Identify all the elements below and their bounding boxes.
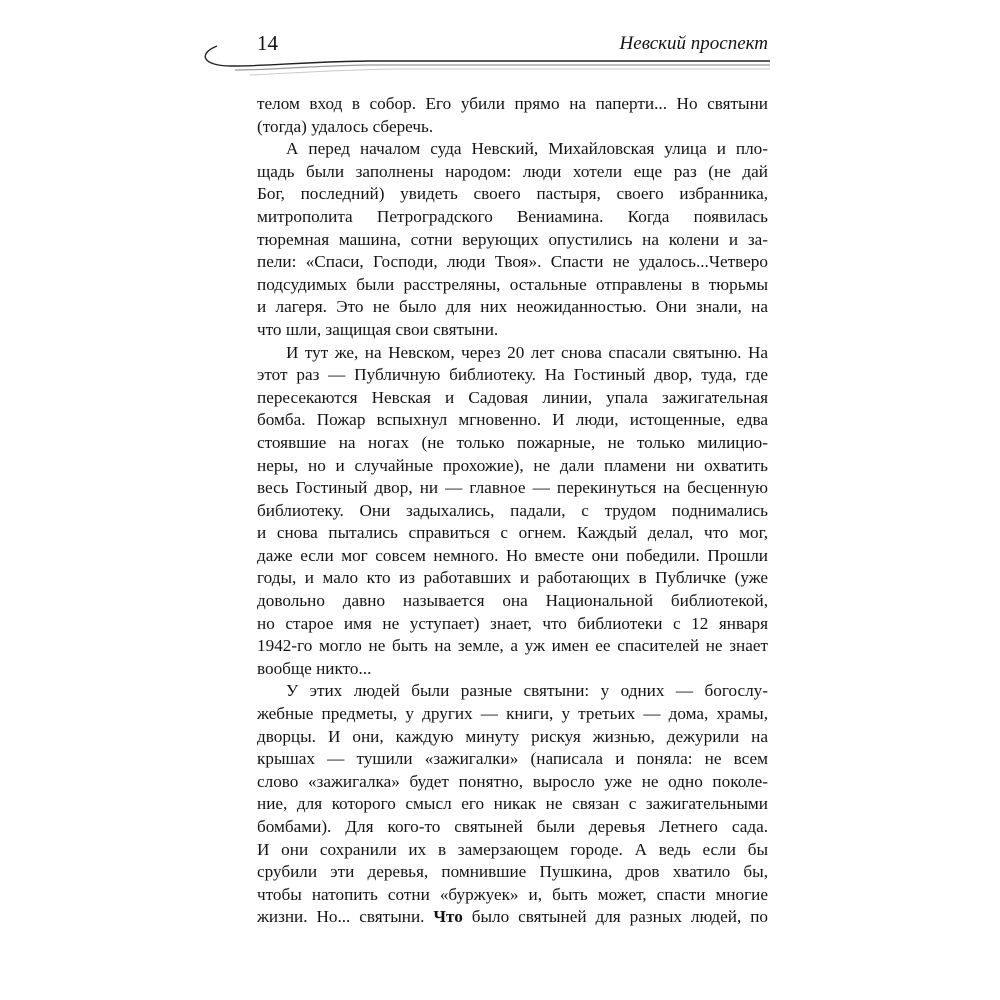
text-line: чтобы натопить сотни «буржуек» и, быть может, спасти многие [257, 884, 768, 904]
text-line: Бог, последний) увидеть своего пастыря, своего избранника, [257, 184, 768, 204]
bold-word: Что [433, 907, 463, 927]
text-line: стоявшие на ногах (не только пожарные, не только милицио- [257, 432, 768, 452]
page-number: 14 [257, 31, 278, 55]
text-line: слово «зажигалка» будет понятно, выросло уже не одно поколе- [257, 771, 768, 791]
text-line: крышах — тушили «зажигалки» (написала и поняла: не всем [257, 749, 768, 769]
text-line: митрополита Петроградского Вениамина. Когда появилась [257, 206, 768, 226]
text-line: дворцы. И они, каждую минуту рискуя жизнью, дежурили на [257, 726, 768, 746]
text-line: жебные предметы, у других — книги, у третьих — дома, храмы, [257, 704, 768, 724]
text-line: И они сохранили их в замерзающем городе. А ведь если бы [257, 839, 768, 859]
text-line: весь Гостиный двор, ни — главное — перекинуться на бесценную [257, 478, 768, 498]
text-line: бомбами). Для кого-то святыней были деревья Летнего сада. [257, 817, 768, 836]
text-line: срубили эти деревья, помнившие Пушкина, дров хватило бы, [257, 862, 768, 882]
text-line: но старое имя не уступает) знает, что библиотеки с 12 января [257, 613, 768, 633]
text-line: неры, но и случайные прохожие), не дали пламени ни охватить [257, 455, 768, 475]
text-line: и лагеря. Это не было для них неожиданностью. Они знали, на [257, 297, 768, 317]
text-line: пересекаются Невская и Садовая линии, упала зажигательная [257, 387, 768, 407]
text-line: тюремная машина, сотни верующих опустились на колени и за- [257, 229, 768, 249]
text-line: У этих людей были разные святыни: у одних — богослу- [286, 681, 768, 701]
line-start: жизни. Но... святыни. [257, 907, 434, 927]
body-text [257, 93, 768, 929]
running-title: Невский проспект [619, 33, 768, 54]
text-line: ние, для которого смысл его никак не связан с зажигательными [257, 794, 768, 814]
text-line: что шли, защищая свои святыни. [257, 319, 499, 339]
text-line: этот раз — Публичную библиотеку. На Гостиный двор, туда, где [257, 365, 768, 385]
text-line: подсудимых были расстреляны, остальные отправлены в тюрьмы [257, 274, 768, 294]
text-line: и снова пытались справиться с огнем. Каждый делал, что мог, [257, 523, 768, 543]
text-line: довольно давно называется она Национальной библиотекой, [257, 591, 768, 611]
text-line: А перед началом суда Невский, Михайловская улица и пло- [286, 139, 768, 159]
text-line: телом вход в собор. Его убили прямо на паперти... Но святыни [257, 94, 768, 113]
text-line: годы, и мало кто из работавших и работающих в Публичке (уже [257, 568, 768, 588]
header-rule [195, 40, 775, 80]
text-line: 1942-го могло не быть на земле, а уж имен ее спасителей не знает [257, 636, 768, 656]
text-line: бомба. Пожар вспыхнул мгновенно. И люди, истощенные, едва [257, 410, 768, 430]
text-line: щадь были заполнены народом: люди хотели еще раз (не дай [257, 161, 768, 181]
text-line: И тут же, на Невском, через 20 лет снова спасали святыню. На [286, 342, 768, 362]
text-line: пели: «Спаси, Господи, люди Твоя». Спасти не удалось...Четверо [257, 252, 768, 272]
text-line-final [257, 906, 768, 929]
text-line: библиотеку. Они задыхались, падали, с трудом поднимались [257, 500, 768, 520]
text-line: вообще никто... [257, 658, 372, 678]
text-line: (тогда) удалось сберечь. [257, 116, 434, 136]
text-line: даже если мог совсем немного. Но вместе они победили. Прошли [257, 545, 768, 565]
line-end: было святыней для разных людей, по [462, 907, 768, 927]
